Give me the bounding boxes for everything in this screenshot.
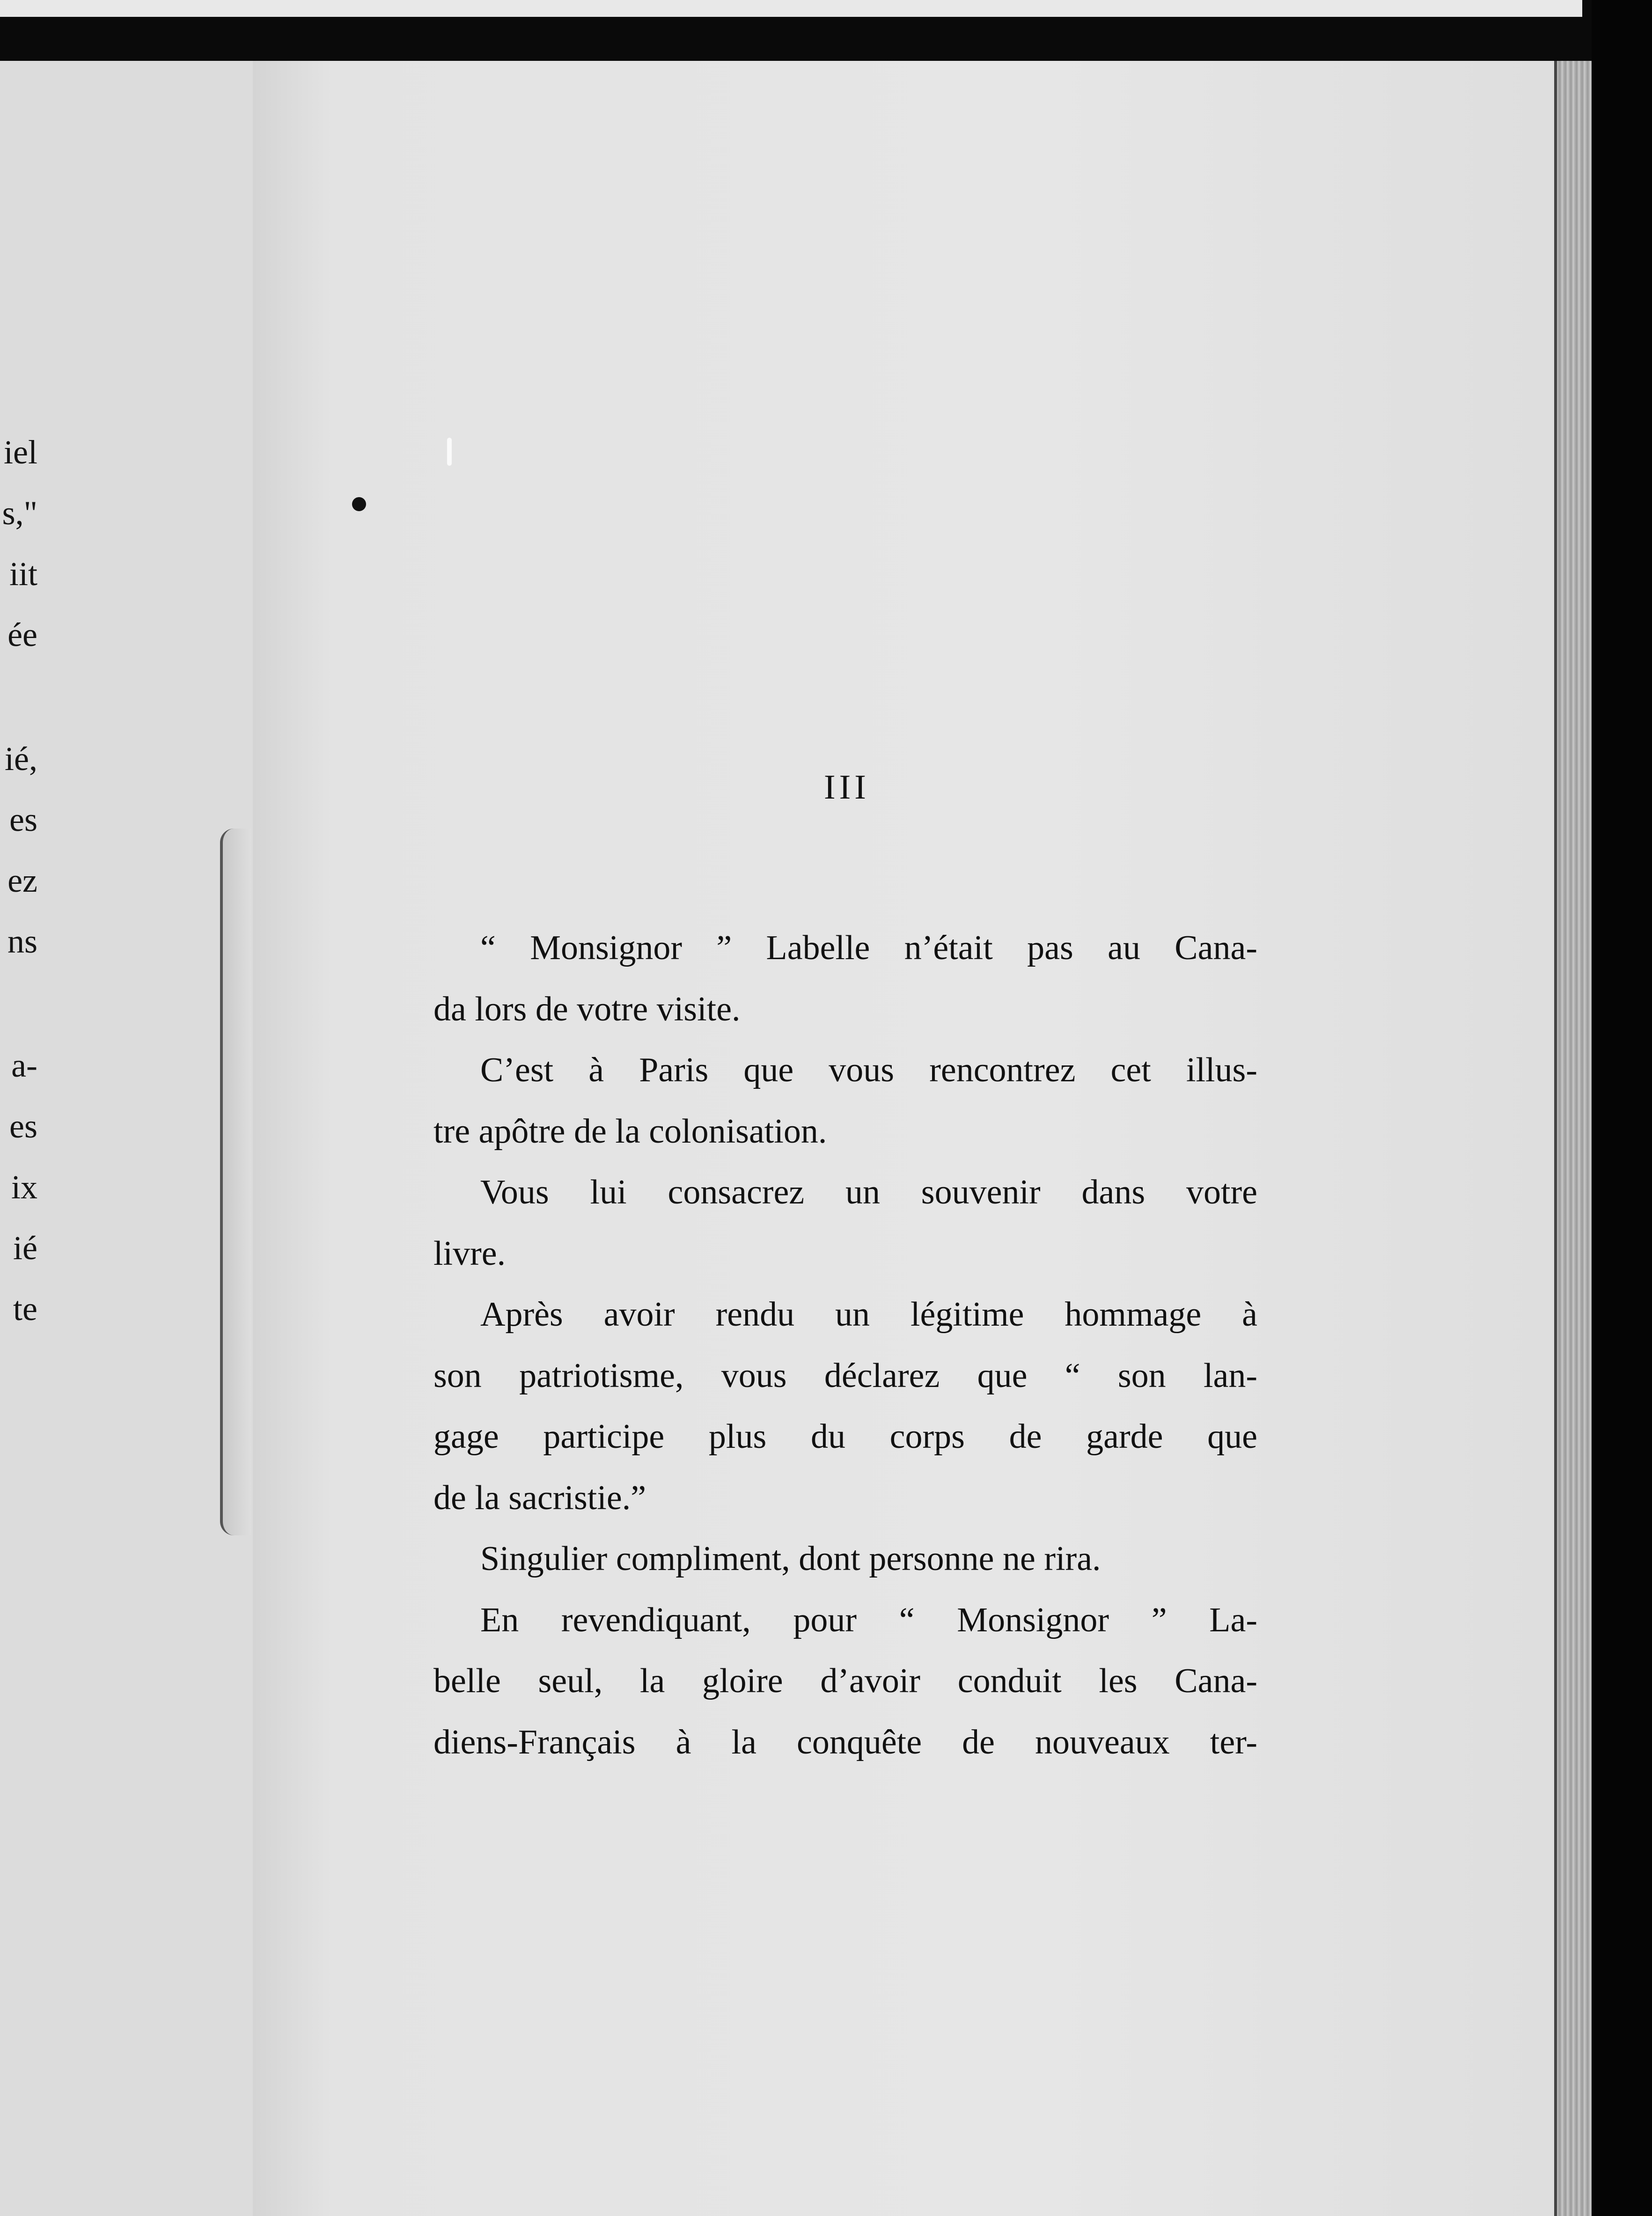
scanner-right-border	[1592, 0, 1652, 2216]
page-edge-stack	[1554, 61, 1594, 2216]
left-fragment: a-	[11, 1047, 37, 1084]
page-gutter	[220, 829, 251, 1535]
left-fragment: ez	[7, 862, 37, 899]
left-fragment: es	[9, 1108, 37, 1145]
text-line: Vous lui consacrez un souvenir dans votre	[480, 1173, 1257, 1211]
left-fragment: iit	[9, 555, 37, 593]
text-line: gage participe plus du corps de garde que	[433, 1417, 1257, 1456]
left-fragment: s,"	[2, 494, 37, 532]
ink-speck	[352, 497, 366, 511]
text-line: diens-Français à la conquête de nouveaux ter-	[433, 1723, 1257, 1761]
left-fragment: es	[9, 801, 37, 838]
body-text	[433, 917, 1257, 1773]
left-facing-page	[0, 61, 253, 2216]
left-fragment: ns	[7, 923, 37, 960]
text-line: C’est à Paris que vous rencontrez cet illus-	[480, 1051, 1257, 1089]
text-line: Singulier compliment, dont personne ne rira.	[480, 1540, 1101, 1578]
left-fragment: iel	[4, 433, 37, 471]
left-fragment: te	[13, 1290, 37, 1328]
left-fragment: ée	[7, 616, 37, 653]
text-line: belle seul, la gloire d’avoir conduit les Cana-	[433, 1662, 1257, 1700]
text-line: livre.	[433, 1234, 506, 1273]
text-line: Après avoir rendu un légitime hommage à	[480, 1295, 1257, 1334]
text-line: da lors de votre visite.	[433, 990, 741, 1028]
text-line: de la sacristie.”	[433, 1478, 646, 1517]
left-fragment: ié,	[5, 740, 37, 778]
left-fragment: ix	[11, 1168, 37, 1206]
left-fragment: ié	[13, 1229, 37, 1267]
paper-mark	[447, 438, 452, 466]
text-line: tre apôtre de la colonisation.	[433, 1112, 827, 1151]
scanner-top-edge	[0, 0, 1582, 17]
text-line: “ Monsignor ” Labelle n’était pas au Cana-	[480, 929, 1257, 967]
text-line: son patriotisme, vous déclarez que “ son lan-	[433, 1356, 1257, 1395]
chapter-number: III	[824, 768, 870, 807]
text-line: En revendiquant, pour “ Monsignor ” La-	[480, 1600, 1257, 1639]
